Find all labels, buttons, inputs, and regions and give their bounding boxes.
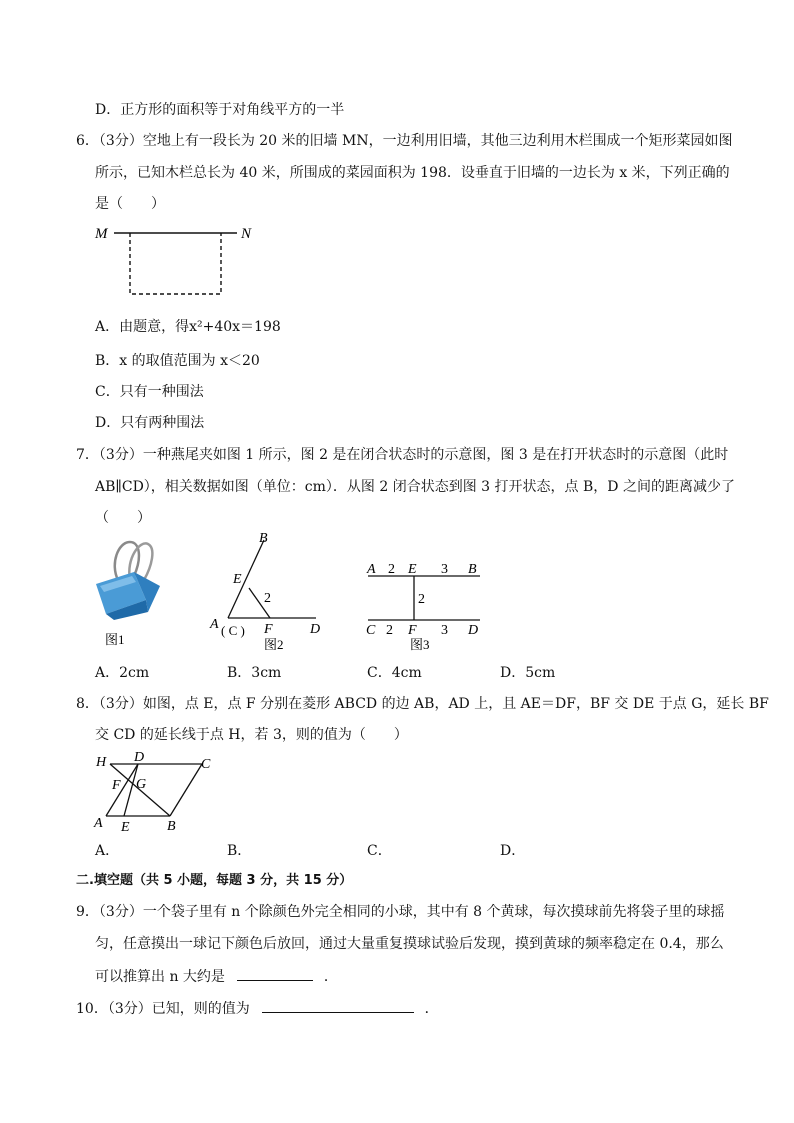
q7-option-d: D．5cm [500,665,556,681]
q10-answer-blank[interactable] [262,998,414,1013]
q10-period: ． [424,1001,439,1017]
fig3-label-b: B [468,562,477,577]
fig3-label-3-top: 3 [441,562,448,577]
fig2-label-b: B [259,531,268,546]
section-2-heading: 二.填空题（共 5 小题，每题 3 分，共 15 分） [76,873,353,888]
fig2-label-d: D [310,622,321,637]
fence-dashed-rect [130,233,221,294]
q6-option-d: D．只有两种围法 [95,415,205,431]
q7-option-c: C．4cm [367,665,422,681]
fig2-label-2: 2 [264,591,271,606]
q6-stem-line1: 6．（3分）空地上有一段长为 20 米的旧墙 MN，一边利用旧墙，其他三边利用木栏围成一个矩形菜园如图 [76,133,733,149]
fig8-label-f: F [112,778,121,793]
fig8-label-a: A [94,816,103,831]
q9-period: ． [323,969,338,985]
q8-figure [90,748,220,836]
fig3-label-f: F [408,623,417,638]
q7-stem-line1: 7．（3分）一种燕尾夹如图 1 所示，图 2 是在闭合状态时的示意图，图 3 是在打开状态时的示意图（此时 [76,447,729,463]
fig8-label-e: E [121,820,130,835]
binder-clip-illustration [96,542,160,620]
q10-stem [76,998,439,1018]
q6-stem-line2: 所示，已知木栏总长为 40 米，所围成的菜园面积为 198．设垂直于旧墙的一边长为 x 米，下列正确的 [95,165,730,181]
q7-figure2 [206,528,336,650]
q8-option-a: A． [95,843,120,859]
fig8-label-b: B [167,819,176,834]
q8-stem-line2: 交 CD 的延长线于点 H，若 3，则的值为（ ） [95,727,408,743]
fig2-label-c: ( C ) [221,623,245,638]
q6-figure [90,222,270,302]
q6-option-c: C．只有一种围法 [95,384,204,400]
q8-option-c: C． [367,843,392,859]
fig3-label-2-mid: 2 [418,592,425,607]
fig8-label-c: C [201,757,211,772]
fig3-label-3-bottom: 3 [441,623,448,638]
q6-stem-line3: 是（ ） [95,196,165,212]
fig8-label-d: D [134,750,145,765]
fig3-caption: 图3 [410,637,430,652]
fig2-label-f: F [264,622,273,637]
fig3-label-2-top: 2 [388,562,395,577]
q8-option-d: D． [500,843,526,859]
fig1-caption: 图1 [105,632,125,647]
q7-figure1 [88,536,168,648]
q8-stem-line1: 8．（3分）如图，点 E，点 F 分别在菱形 ABCD 的边 AB，AD 上，且 AE＝DF，BF 交 DE 于点 G，延长 BF [76,696,769,712]
q9-stem-line2: 匀，任意摸出一球记下颜色后放回，通过大量重复摸球试验后发现，摸到黄球的频率稳定在 0.4，那么 [95,936,724,952]
fig3-label-a: A [367,562,376,577]
q9-stem-line3 [95,966,338,986]
q7-option-b: B．3cm [227,665,282,681]
q7-stem-line2: AB∥CD），相关数据如图（单位：cm）．从图 2 闭合状态到图 3 打开状态，点 B，D 之间的距离减少了 [95,479,735,495]
fig8-label-h: H [96,755,107,770]
fig3-label-d: D [468,623,479,638]
q6-option-b: B．x 的取值范围为 x＜20 [95,353,260,369]
q7-option-a: A．2cm [95,665,150,681]
q9-stem-text: 可以推算出 n 大约是 [95,969,225,985]
fig2-caption: 图2 [264,637,284,650]
fig8-label-g: G [136,777,147,792]
q5-option-d: D．正方形的面积等于对角线平方的一半 [95,102,345,118]
q10-stem-text: 10．（3分）已知，则的值为 [76,1001,250,1017]
fig3-label-c: C [366,623,376,638]
fig3-label-e: E [408,562,417,577]
q7-stem-line3: （ ） [95,510,151,526]
q8-option-b: B． [227,843,252,859]
q9-stem-line1: 9．（3分）一个袋子里有 n 个除颜色外完全相同的小球，其中有 8 个黄球，每次摸球前先将袋子里的球摇 [76,904,725,920]
label-m: M [95,226,108,242]
fig3-label-2-bottom: 2 [386,623,393,638]
q6-option-a: A．由题意，得x²+40x＝198 [95,319,281,335]
fig2-label-a: A [210,617,219,632]
fig2-label-e: E [233,572,242,587]
q7-figure3 [362,556,487,652]
label-n: N [241,226,252,242]
q9-answer-blank[interactable] [237,966,313,981]
